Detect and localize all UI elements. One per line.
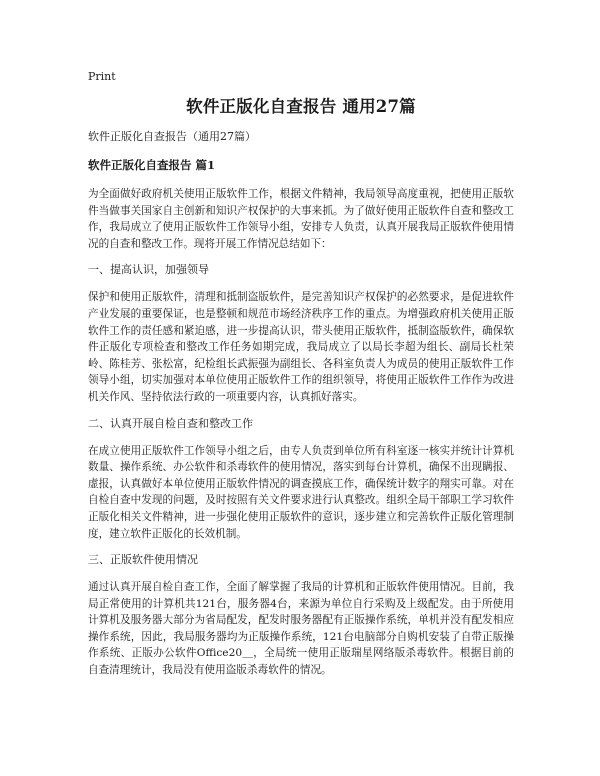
document-title: 软件正版化自查报告 通用27篇	[186, 97, 416, 116]
document-subtitle: 软件正版化自查报告（通用27篇）	[88, 130, 256, 143]
document-page	[88, 70, 514, 690]
paragraph-1: 保护和使用正版软件，清理和抵制盗版软件，是完善知识产权保护的必然要求，是促进软件产业发展的重要保证，也是整顿和规范市场经济秩序工作的重点。为增强政府机关使用正版软件工作的责任感和紧迫感，进一步提高认识，带头使用正版软件，抵制盗版软件，确保软件正版化专项检查和整改工作任务如期完成，我局成立了以局长李超为组长、副局长杜荣岭、陈桂芳、张松富，纪检组长武振强为副组长、各科室负责人为成员的使用正版软件工作领导小组，切实加强对本单位使用正版软件工作的组织领导，将使用正版软件工作作为改进机关作风、坚持依法行政的一项重要内容，认真抓好落实。	[88, 291, 514, 403]
heading-1: 一、提高认识，加强领导	[88, 263, 209, 277]
print-label[interactable]: Print	[88, 70, 116, 83]
heading-3: 三、正版软件使用情况	[88, 553, 198, 567]
paragraph-2: 在成立使用正版软件工作领导小组之后，由专人负责到单位所有科室逐一核实并统计计算机数量、操作系统、办公软件和杀毒软件的使用情况，落实到每台计算机，确保不出现瞒报、虚报，认真做好本单位使用正版软件情况的调查摸底工作，确保统计数字的翔实可靠。对在自检自查中发现的问题，及时按照有关文件要求进行认真整改。组织全局干部职工学习软件正版化相关文件精神，进一步强化使用正版软件的意识，逐步建立和完善软件正版化管理制度，建立软件正版化的长效机制。	[88, 444, 514, 540]
heading-2: 二、认真开展自检自查和整改工作	[88, 416, 253, 430]
intro-paragraph: 为全面做好政府机关使用正版软件工作，根据文件精神，我局领导高度重视，把使用正版软件当做事关国家自主创新和知识产权保护的大事来抓。为了做好使用正版软件自查和整改工作，我局成立了使用正版软件工作领导小组，安排专人负责，认真开展我局正版软件使用情况的自查和整改工作。现将开展工作情况总结如下：	[88, 188, 514, 250]
section-title: 软件正版化自查报告 篇1	[88, 158, 216, 172]
paragraph-3: 通过认真开展自检自查工作，全面了解掌握了我局的计算机和正版软件使用情况。目前，我局正常使用的计算机共121台，服务器4台，来源为单位自行采购及上级配发。由于所使用计算机及服务器大部分为省局配发，配发时服务器配有正版操作系统，单机并没有配发相应操作系统，因此，我局服务器均为正版操作系统，121台电脑部分自购机安装了自带正版操作系统、正版办公软件Office20＿，全局统一使用正版瑞星网络版杀毒软件。根据目前的自查清理统计，我局没有使用盗版杀毒软件的情况。	[88, 581, 514, 677]
